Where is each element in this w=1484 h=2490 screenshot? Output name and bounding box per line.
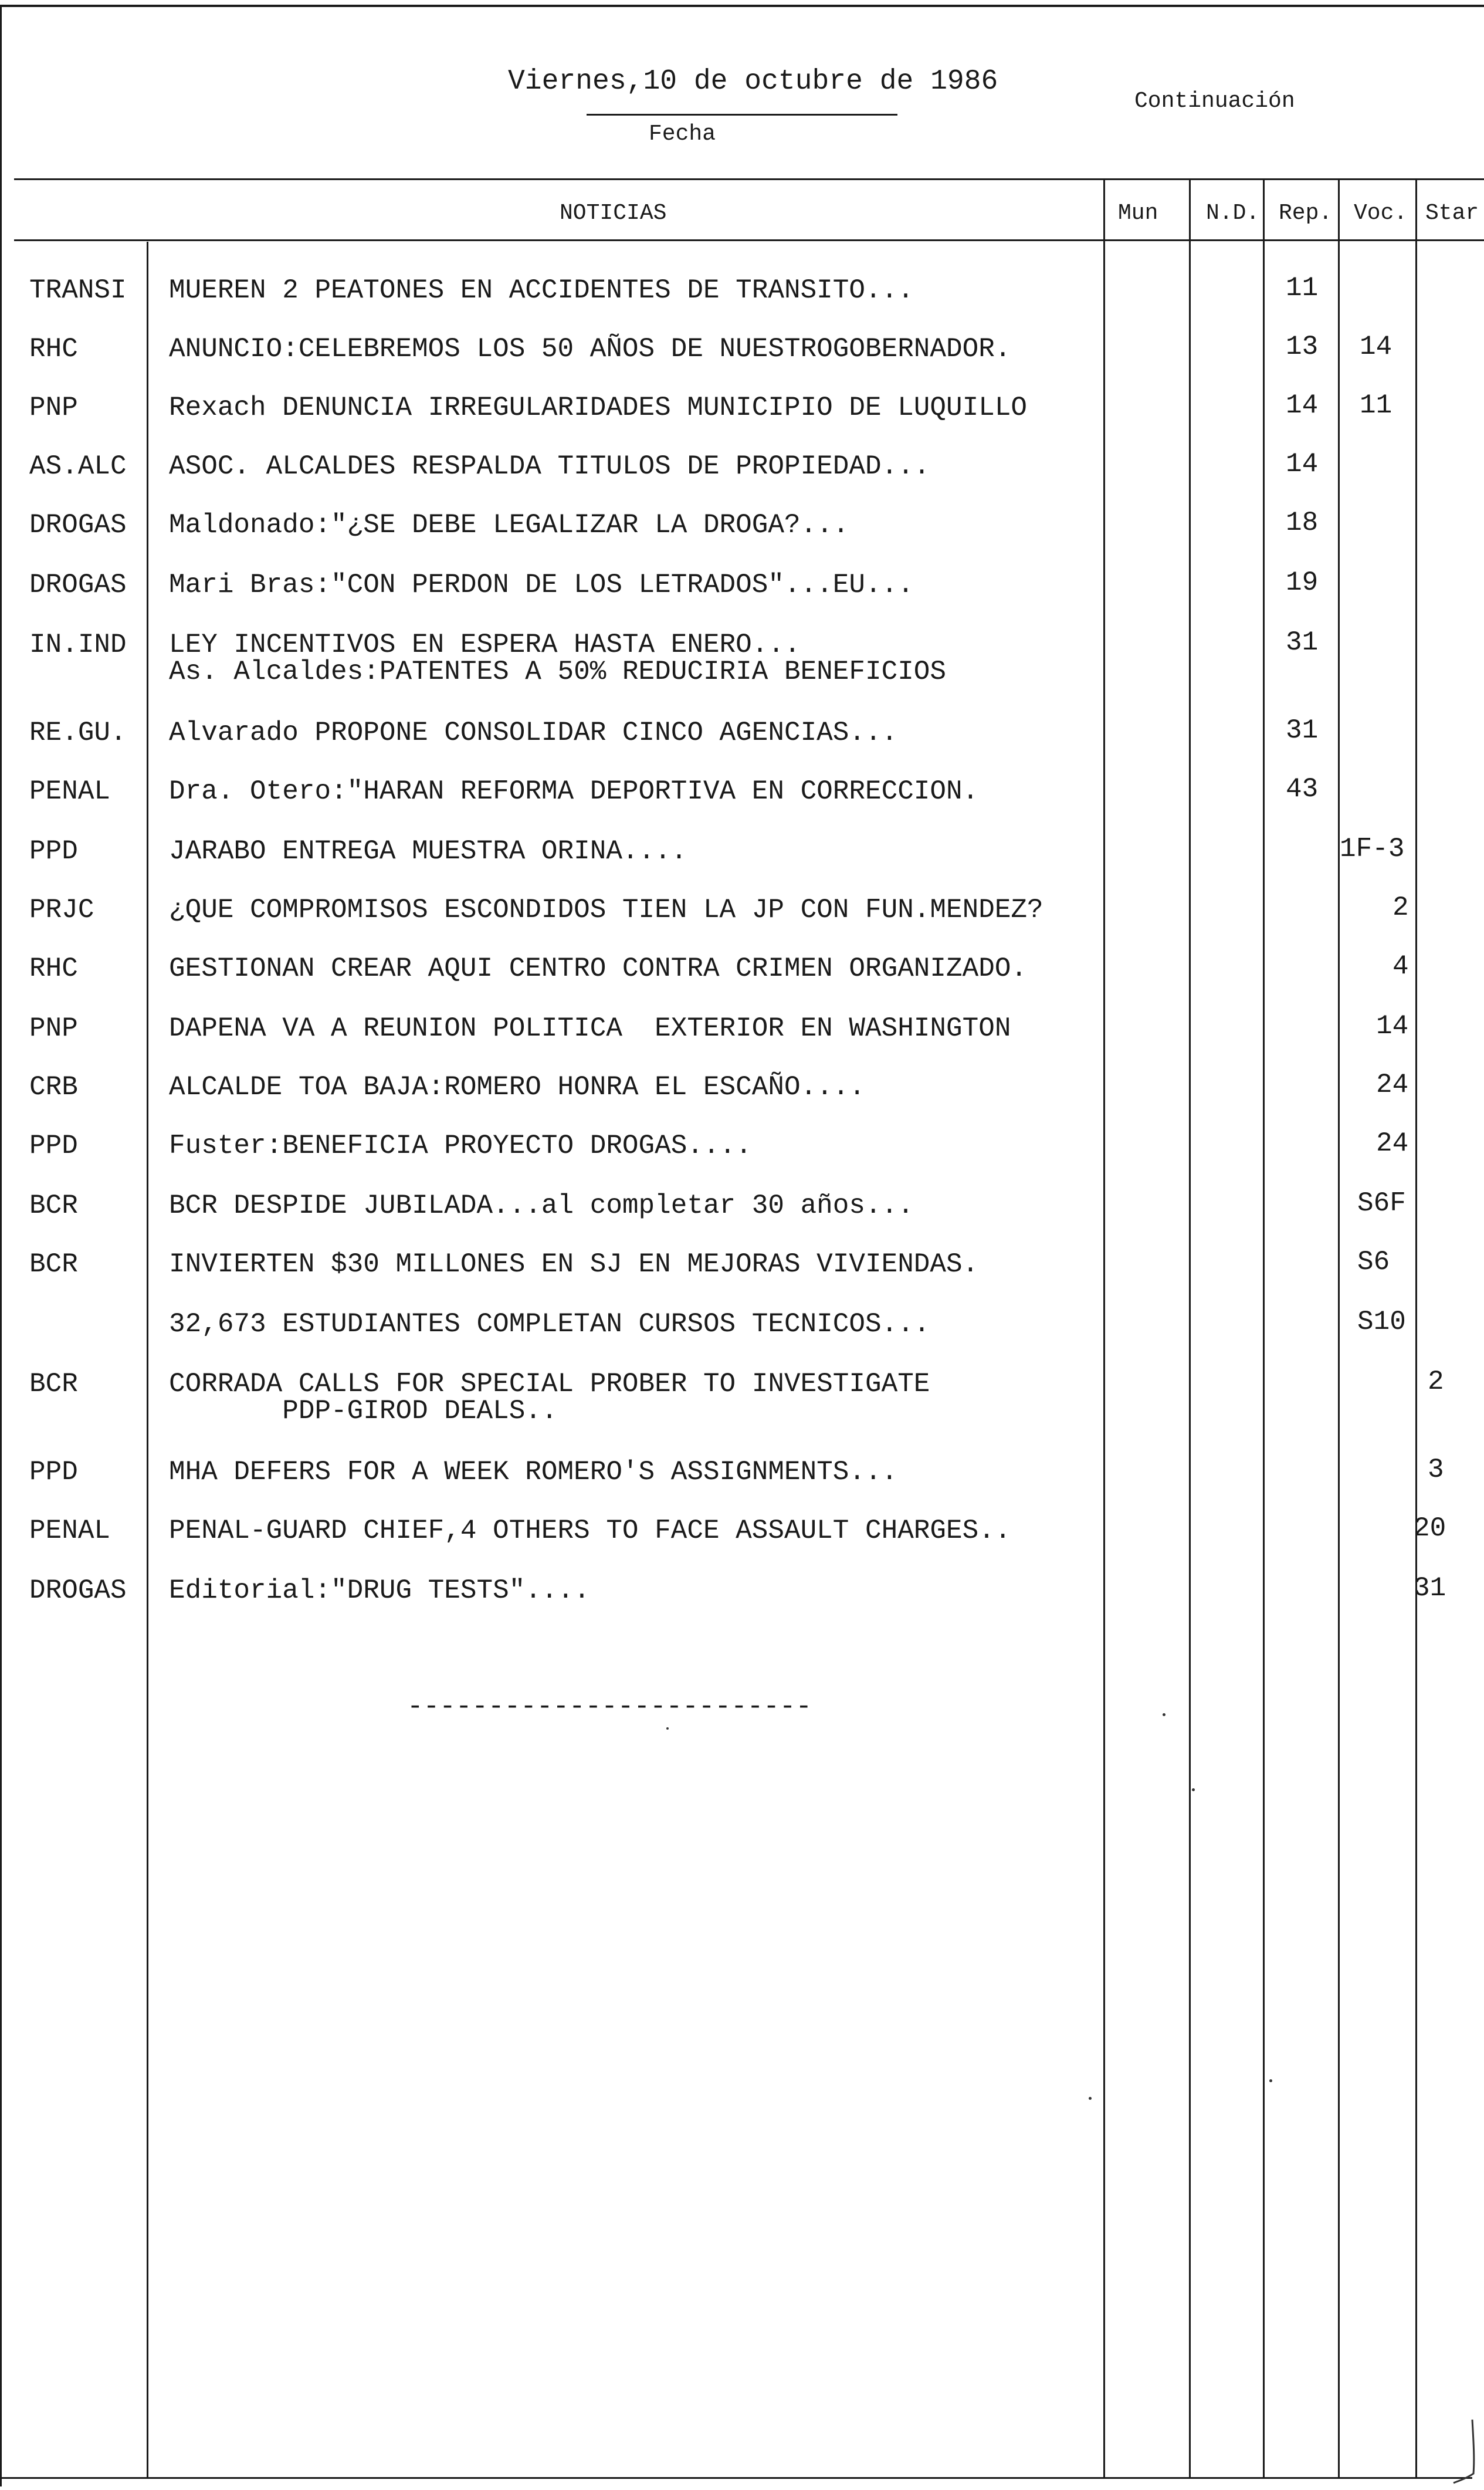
column-header-nd: N.D. (1206, 201, 1260, 226)
left-page-edge (0, 5, 2, 2486)
voc-page: 11 (1360, 390, 1392, 421)
column-header-voc: Voc. (1354, 201, 1408, 226)
headline: ¿QUE COMPROMISOS ESCONDIDOS TIEN LA JP CON FUN.MENDEZ? (169, 895, 1043, 925)
headline-line-2: As. Alcaldes:PATENTES A 50% REDUCIRIA BENEFICIOS (169, 657, 947, 687)
scan-speck (1089, 2097, 1092, 2100)
scan-speck (1192, 1788, 1195, 1791)
section-tag: CRB (29, 1072, 78, 1102)
scan-speck (666, 1727, 669, 1730)
section-tag: PNP (29, 1013, 78, 1044)
headline: ANUNCIO:CELEBREMOS LOS 50 AÑOS DE NUESTROGOBERNADOR. (169, 334, 1011, 364)
report-date: Viernes,10 de octubre de 1986 (508, 66, 998, 97)
nd-column-divider (1189, 180, 1191, 2477)
headline: Fuster:BENEFICIA PROYECTO DROGAS.... (169, 1131, 752, 1161)
star-column-divider (1415, 180, 1417, 2477)
star-page: 2 (1428, 1366, 1444, 1397)
section-tag: RE.GU. (29, 718, 127, 748)
section-tag: PPD (29, 1131, 78, 1161)
rep-page: 13 (1286, 331, 1319, 362)
headline: ASOC. ALCALDES RESPALDA TITULOS DE PROPIEDAD... (169, 451, 930, 482)
headline: PENAL-GUARD CHIEF,4 OTHERS TO FACE ASSAULT CHARGES.. (169, 1515, 1011, 1546)
headline: ALCALDE TOA BAJA:ROMERO HONRA EL ESCAÑO.... (169, 1072, 865, 1102)
star-page: 3 (1428, 1454, 1444, 1485)
section-tag: PPD (29, 836, 78, 867)
headline: Mari Bras:"CON PERDON DE LOS LETRADOS"...EU... (169, 570, 914, 600)
tag-column-divider (147, 242, 148, 2477)
rep-page: 19 (1286, 567, 1319, 598)
section-tag: TRANSI (29, 275, 127, 306)
voc-page: 14 (1376, 1011, 1409, 1041)
section-tag: DROGAS (29, 570, 127, 600)
closing-dashed-rule: ------------------------- (407, 1691, 812, 1722)
voc-page: 4 (1392, 951, 1409, 982)
rep-column-divider (1263, 180, 1265, 2477)
section-tag: DROGAS (29, 1575, 127, 1606)
section-tag: RHC (29, 334, 78, 364)
section-tag: PPD (29, 1457, 78, 1487)
rep-page: 14 (1286, 449, 1319, 479)
section-tag: DROGAS (29, 510, 127, 540)
voc-page: 2 (1392, 892, 1409, 923)
voc-page: S10 (1357, 1307, 1406, 1337)
section-tag: PRJC (29, 895, 94, 925)
section-tag: BCR (29, 1249, 78, 1280)
scan-speck (1269, 2079, 1272, 2082)
headline: MUEREN 2 PEATONES EN ACCIDENTES DE TRANSITO... (169, 275, 914, 306)
section-tag: AS.ALC (29, 451, 127, 482)
rep-page: 18 (1286, 508, 1319, 538)
column-header-rep: Rep. (1279, 201, 1333, 226)
headline: Dra. Otero:"HARAN REFORMA DEPORTIVA EN CORRECCION. (169, 776, 979, 807)
headline: Alvarado PROPONE CONSOLIDAR CINCO AGENCIAS... (169, 718, 898, 748)
bottom-rule (0, 2477, 1472, 2479)
rep-page: 31 (1286, 715, 1319, 746)
column-header-mun: Mun (1118, 201, 1158, 226)
headline: JARABO ENTREGA MUESTRA ORINA.... (169, 836, 687, 867)
rep-page: 43 (1286, 774, 1319, 804)
headline: CORRADA CALLS FOR SPECIAL PROBER TO INVESTIGATE (169, 1369, 930, 1399)
voc-page: 1F-3 (1340, 834, 1405, 864)
headline: Editorial:"DRUG TESTS".... (169, 1575, 590, 1606)
star-page: 31 (1414, 1573, 1446, 1603)
headline: INVIERTEN $30 MILLONES EN SJ EN MEJORAS VIVIENDAS. (169, 1249, 979, 1280)
star-page: 20 (1414, 1513, 1446, 1544)
column-header-noticias: NOTICIAS (560, 201, 667, 226)
continuation-label: Continuación (1134, 89, 1295, 114)
rep-page: 11 (1286, 273, 1319, 303)
section-tag: BCR (29, 1369, 78, 1399)
section-tag: PENAL (29, 1515, 111, 1546)
rep-page: 31 (1286, 627, 1319, 658)
headline-line-2: PDP-GIROD DEALS.. (169, 1396, 558, 1426)
voc-column-divider (1338, 180, 1340, 2477)
section-tag: IN.IND (29, 630, 127, 660)
date-label: Fecha (649, 121, 716, 147)
headline: 32,673 ESTUDIANTES COMPLETAN CURSOS TECNICOS... (169, 1309, 930, 1339)
column-header-star: Star (1425, 201, 1479, 226)
section-tag: RHC (29, 953, 78, 984)
voc-page: 24 (1376, 1070, 1409, 1100)
rep-page: 14 (1286, 390, 1319, 421)
corner-pen-mark (1449, 2417, 1482, 2488)
headline: Rexach DENUNCIA IRREGULARIDADES MUNICIPIO DE LUQUILLO (169, 393, 1028, 423)
voc-page: S6F (1357, 1188, 1406, 1219)
section-tag: BCR (29, 1190, 78, 1221)
section-tag: PNP (29, 393, 78, 423)
scan-speck (1163, 1713, 1165, 1716)
voc-page: S6 (1357, 1247, 1390, 1277)
headline: BCR DESPIDE JUBILADA...al completar 30 años... (169, 1190, 914, 1221)
date-underline (587, 114, 897, 116)
headline: GESTIONAN CREAR AQUI CENTRO CONTRA CRIMEN ORGANIZADO. (169, 953, 1028, 984)
headline: DAPENA VA A REUNION POLITICA EXTERIOR EN WASHINGTON (169, 1013, 1011, 1044)
headline: LEY INCENTIVOS EN ESPERA HASTA ENERO... (169, 630, 801, 660)
voc-page: 24 (1376, 1128, 1409, 1159)
headline: MHA DEFERS FOR A WEEK ROMERO'S ASSIGNMENTS... (169, 1457, 898, 1487)
voc-page: 14 (1360, 331, 1392, 362)
top-rule (0, 5, 1484, 7)
section-tag: PENAL (29, 776, 111, 807)
headline: Maldonado:"¿SE DEBE LEGALIZAR LA DROGA?... (169, 510, 849, 540)
mun-column-divider (1103, 180, 1105, 2477)
